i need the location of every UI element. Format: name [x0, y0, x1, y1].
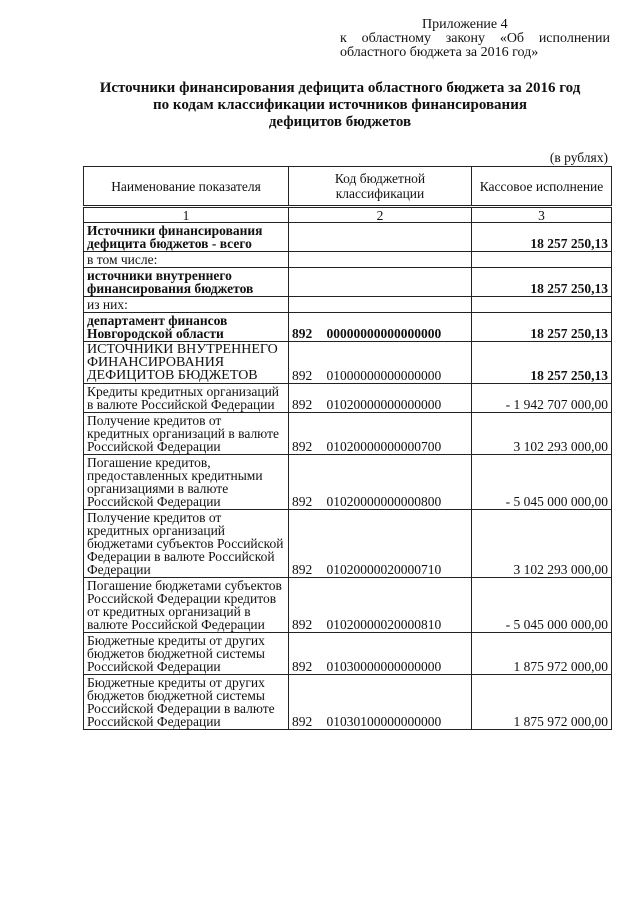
- column-numbers-row: [84, 207, 612, 223]
- row-admin-code: 892: [289, 578, 324, 633]
- row-value: [472, 297, 612, 313]
- row-class-code: 01020000000000800: [324, 455, 472, 510]
- row-value: 18 257 250,13: [472, 313, 612, 342]
- appendix-number: Приложение 4: [422, 17, 508, 32]
- col-number-3: 3: [472, 207, 612, 223]
- table-row: [84, 313, 612, 342]
- table-row: [84, 510, 612, 578]
- row-class-code: [324, 268, 472, 297]
- row-admin-code: [289, 297, 324, 313]
- row-name: Получение кредитов от кредитных организаций бюджетами субъектов Российской Федерации в валюте Российской Федерации: [84, 510, 289, 578]
- table-row: [84, 223, 612, 252]
- appendix-header: [340, 18, 610, 60]
- table-row: [84, 455, 612, 510]
- table-row: [84, 268, 612, 297]
- row-value: 18 257 250,13: [472, 342, 612, 384]
- row-admin-code: 892: [289, 455, 324, 510]
- document-title: [80, 80, 600, 131]
- col-number-2: 2: [289, 207, 472, 223]
- row-class-code: 01000000000000000: [324, 342, 472, 384]
- row-value: 3 102 293 000,00: [472, 510, 612, 578]
- table-row: [84, 342, 612, 384]
- row-value: - 1 942 707 000,00: [472, 384, 612, 413]
- row-name: из них:: [84, 297, 289, 313]
- row-admin-code: 892: [289, 342, 324, 384]
- row-name: Погашение кредитов, предоставленных кредитными организациями в валюте Российской Федерации: [84, 455, 289, 510]
- row-name: Бюджетные кредиты от других бюджетов бюджетной системы Российской Федерации в валюте Российской Федерации: [84, 675, 289, 730]
- row-value: 3 102 293 000,00: [472, 413, 612, 455]
- row-admin-code: 892: [289, 384, 324, 413]
- row-class-code: 01020000000000700: [324, 413, 472, 455]
- col-number-1: 1: [84, 207, 289, 223]
- row-admin-code: [289, 252, 324, 268]
- row-name: Источники финансирования дефицита бюджетов - всего: [84, 223, 289, 252]
- row-name: источники внутреннего финансирования бюджетов: [84, 268, 289, 297]
- row-name: департамент финансов Новгородской области: [84, 313, 289, 342]
- appendix-law-ref: к областному закону «Об исполнении: [340, 31, 610, 46]
- row-name: в том числе:: [84, 252, 289, 268]
- unit-label: (в рублях): [549, 150, 608, 165]
- row-admin-code: 892: [289, 633, 324, 675]
- row-value: 1 875 972 000,00: [472, 633, 612, 675]
- row-class-code: 01030100000000000: [324, 675, 472, 730]
- table-row: [84, 578, 612, 633]
- row-value: 1 875 972 000,00: [472, 675, 612, 730]
- row-admin-code: [289, 268, 324, 297]
- row-name: Бюджетные кредиты от других бюджетов бюджетной системы Российской Федерации: [84, 633, 289, 675]
- row-value: - 5 045 000 000,00: [472, 455, 612, 510]
- row-name: Кредиты кредитных организаций в валюте Российской Федерации: [84, 384, 289, 413]
- table-row: [84, 297, 612, 313]
- row-value: 18 257 250,13: [472, 223, 612, 252]
- row-admin-code: [289, 223, 324, 252]
- appendix-law-ref-cont: областного бюджета за 2016 год»: [340, 45, 539, 60]
- title-line-1: Источники финансирования дефицита областного бюджета за 2016 год: [99, 80, 581, 96]
- row-class-code: 01030000000000000: [324, 633, 472, 675]
- table-row: [84, 675, 612, 730]
- row-value: [472, 252, 612, 268]
- row-admin-code: 892: [289, 675, 324, 730]
- row-name: ИСТОЧНИКИ ВНУТРЕННЕГО ФИНАНСИРОВАНИЯ ДЕФИЦИТОВ БЮДЖЕТОВ: [84, 342, 289, 384]
- row-admin-code: 892: [289, 510, 324, 578]
- table-row: [84, 633, 612, 675]
- title-line-3: дефицитов бюджетов: [268, 114, 412, 130]
- table-row: [84, 384, 612, 413]
- header-name: Наименование показателя: [84, 167, 289, 207]
- header-code: Код бюджетной классификации: [289, 167, 472, 207]
- financing-table: [83, 166, 612, 730]
- row-class-code: 01020000000000000: [324, 384, 472, 413]
- row-class-code: [324, 297, 472, 313]
- title-line-2: по кодам классификации источников финансирования: [153, 97, 527, 113]
- row-admin-code: 892: [289, 413, 324, 455]
- header-value: Кассовое исполнение: [472, 167, 612, 207]
- row-value: 18 257 250,13: [472, 268, 612, 297]
- table-header-row: [84, 167, 612, 207]
- row-admin-code: 892: [289, 313, 324, 342]
- table-row: [84, 413, 612, 455]
- row-class-code: 01020000020000710: [324, 510, 472, 578]
- row-class-code: 00000000000000000: [324, 313, 472, 342]
- row-class-code: 01020000020000810: [324, 578, 472, 633]
- table-row: [84, 252, 612, 268]
- row-value: - 5 045 000 000,00: [472, 578, 612, 633]
- row-class-code: [324, 223, 472, 252]
- row-name: Получение кредитов от кредитных организаций в валюте Российской Федерации: [84, 413, 289, 455]
- row-class-code: [324, 252, 472, 268]
- row-name: Погашение бюджетами субъектов Российской Федерации кредитов от кредитных организаций в валюте Российской Федерации: [84, 578, 289, 633]
